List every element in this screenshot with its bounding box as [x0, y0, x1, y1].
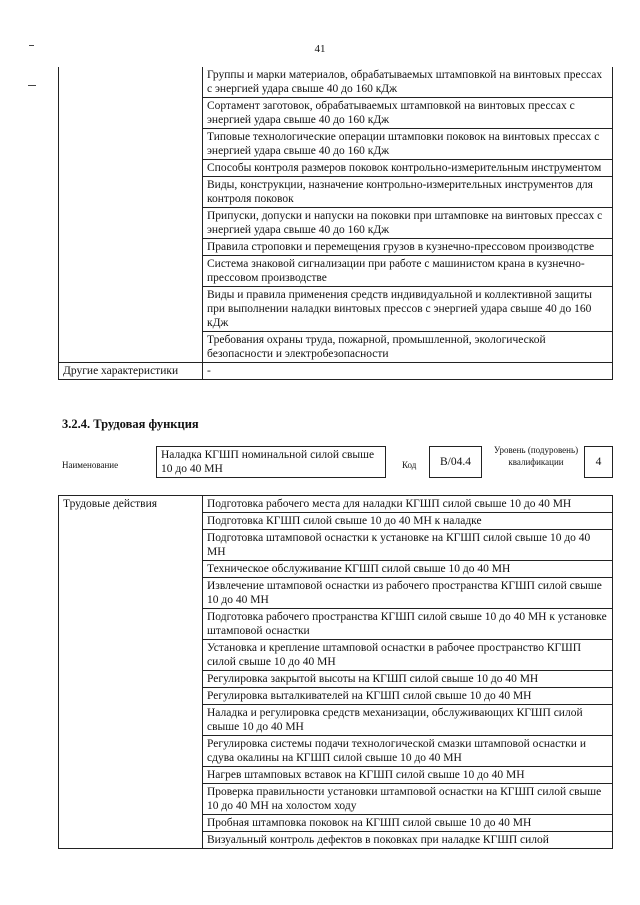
- scan-mark: [28, 85, 36, 86]
- other-characteristics-value: -: [203, 363, 613, 380]
- table-row: [59, 496, 613, 513]
- knowledge-table: [58, 67, 613, 380]
- section-title: 3.2.4. Трудовая функция: [62, 417, 199, 431]
- labor-action-item: Техническое обслуживание КГШП силой свыше 10 до 40 МН: [203, 561, 613, 578]
- scan-mark: [29, 45, 34, 46]
- empty-label-cell: [59, 67, 203, 363]
- labor-actions-table: [58, 495, 613, 849]
- knowledge-item: Сортамент заготовок, обрабатываемых штамповкой на винтовых прессах с энергией удара свыше 40 до 160 кДж: [203, 98, 613, 129]
- labor-action-item: Подготовка КГШП силой свыше 10 до 40 МН к наладке: [203, 513, 613, 530]
- labor-action-item: Регулировка выталкивателей на КГШП силой свыше 10 до 40 МН: [203, 688, 613, 705]
- knowledge-item: Типовые технологические операции штамповки поковок на винтовых прессах с энергией удара свыше 40 до 160 кДж: [203, 129, 613, 160]
- labor-actions-label: Трудовые действия: [59, 496, 203, 849]
- name-label: Наименование: [62, 460, 119, 470]
- page-number: 41: [314, 43, 326, 55]
- table-row: [59, 67, 613, 98]
- knowledge-item: Припуски, допуски и напуски на поковки при штамповке на винтовых прессах с энергией удара свыше 40 до 160 кДж: [203, 208, 613, 239]
- other-characteristics-label: Другие характеристики: [59, 363, 203, 380]
- labor-action-item: Установка и крепление штамповой оснастки в рабочее пространство КГШП силой свыше 10 до 40 МН: [203, 640, 613, 671]
- labor-action-item: Регулировка закрытой высоты на КГШП силой свыше 10 до 40 МН: [203, 671, 613, 688]
- knowledge-item: Система знаковой сигнализации при работе с машинистом крана в кузнечно-прессовом производстве: [203, 256, 613, 287]
- knowledge-item: Правила строповки и перемещения грузов в кузнечно-прессовом производстве: [203, 239, 613, 256]
- labor-action-item: Регулировка системы подачи технологической смазки штамповой оснастки и сдува окалины на КГШП силой свыше 10 до 40 МН: [203, 736, 613, 767]
- table-row: [59, 363, 613, 380]
- labor-action-item: Подготовка рабочего места для наладки КГШП силой свыше 10 до 40 МН: [203, 496, 613, 513]
- qualification-level-label: Уровень (подуровень) квалификации: [493, 445, 579, 467]
- function-name-box: Наладка КГШП номинальной силой свыше 10 до 40 МН: [156, 446, 386, 478]
- labor-action-item: Извлечение штамповой оснастки из рабочего пространства КГШП силой свыше 10 до 40 МН: [203, 578, 613, 609]
- knowledge-item: Способы контроля размеров поковок контрольно-измерительным инструментом: [203, 160, 613, 177]
- labor-action-item: Пробная штамповка поковок на КГШП силой свыше 10 до 40 МН: [203, 815, 613, 832]
- code-label: Код: [402, 460, 417, 470]
- labor-action-item: Подготовка рабочего пространства КГШП силой свыше 10 до 40 МН к установке штамповой оснастки: [203, 609, 613, 640]
- qualification-level-box: 4: [584, 446, 613, 478]
- labor-action-item: Проверка правильности установки штамповой оснастки на КГШП силой свыше 10 до 40 МН на холостом ходу: [203, 784, 613, 815]
- knowledge-item: Виды и правила применения средств индивидуальной и коллективной защиты при выполнении наладки винтовых прессов с энергией удара свыше 40 до 160 кДж: [203, 287, 613, 332]
- labor-action-item: Визуальный контроль дефектов в поковках при наладке КГШП силой: [203, 832, 613, 849]
- knowledge-item: Виды, конструкции, назначение контрольно-измерительных инструментов для контроля поковок: [203, 177, 613, 208]
- labor-action-item: Нагрев штамповых вставок на КГШП силой свыше 10 до 40 МН: [203, 767, 613, 784]
- labor-action-item: Подготовка штамповой оснастки к установке на КГШП силой свыше 10 до 40 МН: [203, 530, 613, 561]
- function-code-box: В/04.4: [429, 446, 482, 478]
- knowledge-item: Требования охраны труда, пожарной, промышленной, экологической безопасности и электробезопасности: [203, 332, 613, 363]
- knowledge-item: Группы и марки материалов, обрабатываемых штамповкой на винтовых прессах с энергией удара свыше 40 до 160 кДж: [203, 67, 613, 98]
- labor-action-item: Наладка и регулировка средств механизации, обслуживающих КГШП силой свыше 10 до 40 МН: [203, 705, 613, 736]
